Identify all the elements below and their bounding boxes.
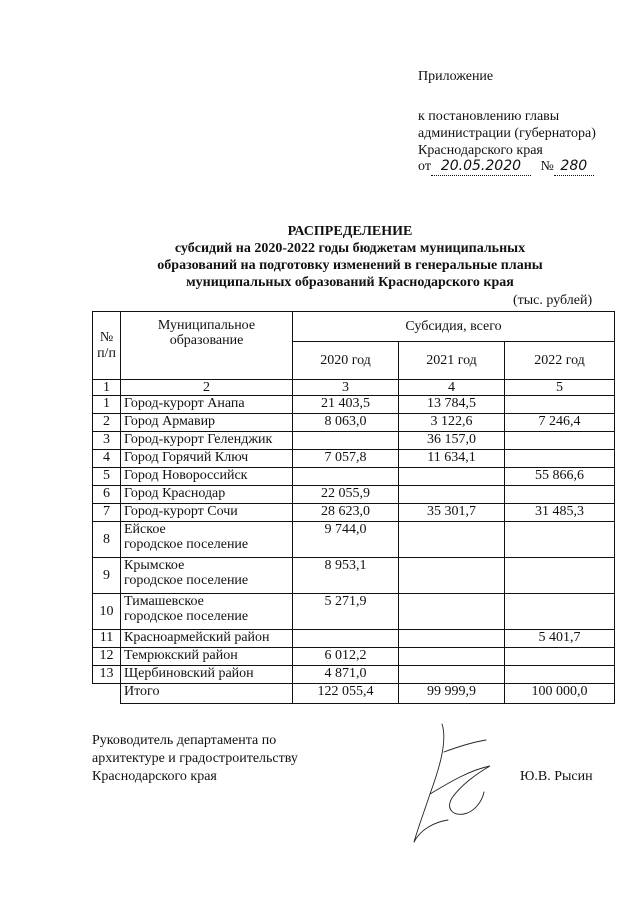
appendix-date-line xyxy=(418,158,594,176)
row-2021: 35 301,7 xyxy=(399,504,505,522)
row-municipality: Тимашевское городское поселение xyxy=(121,594,293,630)
title-line-3: муниципальных образований Краснодарского края xyxy=(186,275,514,290)
row-municipality: Красноармейский район xyxy=(121,630,293,648)
table-row xyxy=(93,432,615,450)
row-number: 5 xyxy=(93,468,121,486)
table-row xyxy=(93,630,615,648)
column-number-5: 5 xyxy=(505,380,615,396)
row-2020: 22 055,9 xyxy=(293,486,399,504)
row-2022: 5 401,7 xyxy=(505,630,615,648)
table-row xyxy=(93,558,615,594)
row-municipality: Город Новороссийск xyxy=(121,468,293,486)
row-2021 xyxy=(399,630,505,648)
row-2021 xyxy=(399,468,505,486)
table-row xyxy=(93,468,615,486)
row-number: 8 xyxy=(93,522,121,558)
row-municipality: Город Горячий Ключ xyxy=(121,450,293,468)
header-2021: 2021 год xyxy=(399,342,505,380)
total-row xyxy=(93,684,615,704)
column-number-3: 3 xyxy=(293,380,399,396)
signature-line-2: архитектуре и градостроительству xyxy=(92,751,298,766)
row-2022 xyxy=(505,648,615,666)
row-2022: 7 246,4 xyxy=(505,414,615,432)
row-2020: 8 953,1 xyxy=(293,558,399,594)
row-number: 12 xyxy=(93,648,121,666)
row-2020: 9 744,0 xyxy=(293,522,399,558)
row-municipality: Город Армавир xyxy=(121,414,293,432)
from-prefix: от xyxy=(418,159,431,174)
title-line-2: образований на подготовку изменений в генеральные планы xyxy=(157,258,543,273)
row-number: 4 xyxy=(93,450,121,468)
row-2021: 3 122,6 xyxy=(399,414,505,432)
number-prefix: № xyxy=(540,159,554,174)
column-number-2: 2 xyxy=(121,380,293,396)
row-2021 xyxy=(399,666,505,684)
subsidy-table xyxy=(92,311,615,704)
row-2022 xyxy=(505,486,615,504)
row-2020 xyxy=(293,432,399,450)
row-municipality: Щербиновский район xyxy=(121,666,293,684)
row-2020: 8 063,0 xyxy=(293,414,399,432)
table-row xyxy=(93,450,615,468)
title-heading: РАСПРЕДЕЛЕНИЕ xyxy=(287,224,413,239)
total-2020: 122 055,4 xyxy=(293,684,399,704)
signature-line-3: Краснодарского края xyxy=(92,769,217,784)
row-municipality: Город-курорт Анапа xyxy=(121,396,293,414)
table-row xyxy=(93,666,615,684)
row-number: 7 xyxy=(93,504,121,522)
table-row xyxy=(93,486,615,504)
row-2022: 31 485,3 xyxy=(505,504,615,522)
title-line-1: субсидий на 2020-2022 годы бюджетам муниципальных xyxy=(174,241,526,256)
row-2022 xyxy=(505,432,615,450)
table-row xyxy=(93,504,615,522)
row-municipality: Ейское городское поселение xyxy=(121,522,293,558)
row-municipality: Город Краснодар xyxy=(121,486,293,504)
row-2021 xyxy=(399,594,505,630)
table-row xyxy=(93,414,615,432)
header-2020: 2020 год xyxy=(293,342,399,380)
signature-line-1: Руководитель департамента по xyxy=(92,733,277,748)
row-municipality: Темрюкский район xyxy=(121,648,293,666)
row-number: 3 xyxy=(93,432,121,450)
row-2022 xyxy=(505,522,615,558)
row-number: 2 xyxy=(93,414,121,432)
row-2022 xyxy=(505,396,615,414)
decree-number: 280 xyxy=(554,158,594,176)
header-2022: 2022 год xyxy=(505,342,615,380)
total-label: Итого xyxy=(121,684,293,704)
header-municipality: Муниципальное образование xyxy=(121,312,293,380)
appendix-line-2: администрации (губернатора) xyxy=(418,126,596,141)
row-number: 6 xyxy=(93,486,121,504)
row-2021: 11 634,1 xyxy=(399,450,505,468)
column-number-4: 4 xyxy=(399,380,505,396)
row-number: 11 xyxy=(93,630,121,648)
decree-date: 20.05.2020 xyxy=(431,158,531,176)
document-title xyxy=(120,223,580,291)
row-2022 xyxy=(505,666,615,684)
row-2020: 5 271,9 xyxy=(293,594,399,630)
row-2021: 36 157,0 xyxy=(399,432,505,450)
row-number: 13 xyxy=(93,666,121,684)
row-2021 xyxy=(399,558,505,594)
row-2021: 13 784,5 xyxy=(399,396,505,414)
appendix-label: Приложение xyxy=(418,69,494,84)
row-number: 10 xyxy=(93,594,121,630)
row-2020 xyxy=(293,630,399,648)
row-number: 1 xyxy=(93,396,121,414)
header-number: № п/п xyxy=(93,312,121,380)
row-2022: 55 866,6 xyxy=(505,468,615,486)
row-2020: 4 871,0 xyxy=(293,666,399,684)
row-municipality: Крымское городское поселение xyxy=(121,558,293,594)
row-municipality: Город-курорт Геленджик xyxy=(121,432,293,450)
table-row xyxy=(93,594,615,630)
appendix-line-3: Краснодарского края xyxy=(418,143,543,158)
row-2020: 6 012,2 xyxy=(293,648,399,666)
row-municipality: Город-курорт Сочи xyxy=(121,504,293,522)
row-2020: 21 403,5 xyxy=(293,396,399,414)
row-2020 xyxy=(293,468,399,486)
table-row xyxy=(93,648,615,666)
row-2021 xyxy=(399,486,505,504)
total-2022: 100 000,0 xyxy=(505,684,615,704)
header-subsidy-total: Субсидия, всего xyxy=(293,312,615,342)
signatory-name: Ю.В. Рысин xyxy=(520,769,593,784)
row-2022 xyxy=(505,450,615,468)
column-number-1: 1 xyxy=(93,380,121,396)
units-label: (тыс. рублей) xyxy=(513,293,593,308)
row-2022 xyxy=(505,594,615,630)
appendix-line-1: к постановлению главы xyxy=(418,109,560,124)
row-2021 xyxy=(399,648,505,666)
total-2021: 99 999,9 xyxy=(399,684,505,704)
row-number: 9 xyxy=(93,558,121,594)
row-2020: 7 057,8 xyxy=(293,450,399,468)
total-number-cell xyxy=(93,684,121,704)
row-2021 xyxy=(399,522,505,558)
handwritten-signature xyxy=(390,712,520,852)
table-row xyxy=(93,396,615,414)
row-2022 xyxy=(505,558,615,594)
table-row xyxy=(93,522,615,558)
row-2020: 28 623,0 xyxy=(293,504,399,522)
